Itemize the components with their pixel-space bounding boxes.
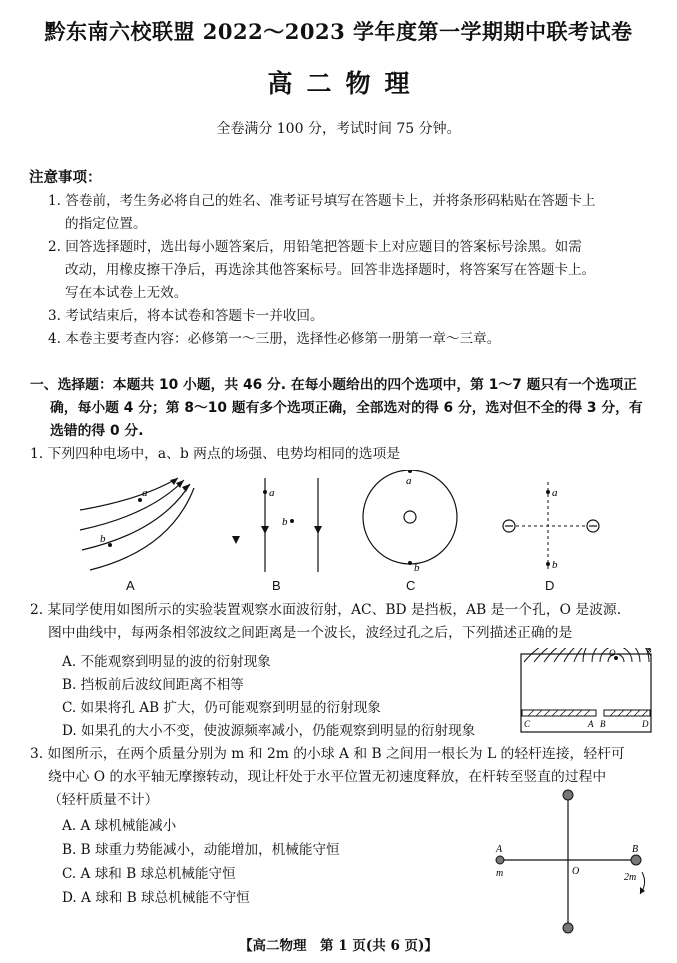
- q3-ball-b: [631, 855, 641, 865]
- q3-stem-line: 3. 如图所示，在两个质量分别为 m 和 2m 的小球 A 和 B 之间用一根长为 L 的轻杆连接，轻杆可: [30, 746, 625, 762]
- q2-option-c: C. 如果将孔 AB 扩大，仍可能观察到明显的衍射现象: [62, 700, 381, 716]
- q2-option-a: A. 不能观察到明显的波的衍射现象: [62, 654, 271, 670]
- q3-stem-line: 绕中心 O 的水平轴无摩擦转动，现让杆处于水平位置无初速度释放，在杆转至竖直的过程中: [48, 769, 607, 785]
- q1-stem: 1. 下列四种电场中，a、b 两点的场强、电势均相同的选项是: [30, 446, 401, 462]
- notice-line: 写在本试卷上无效。: [65, 285, 188, 301]
- q1-b-label-b: b: [282, 516, 288, 528]
- q2-stem-line: 图中曲线中，每两条相邻波纹之间距离是一个波长，波经过孔之后，下列描述正确的是: [48, 625, 573, 641]
- q1-b-point-a: [263, 490, 267, 494]
- page-footer: 【高二物理 第 1 页(共 6 页)】: [239, 938, 438, 954]
- notice-line: 改动，用橡皮擦干净后，再选涂其他答案标号。回答非选择题时，将答案写在答题卡上。: [65, 262, 596, 278]
- q1-c-label-b: b: [414, 562, 420, 574]
- exam-meta: 全卷满分 100 分，考试时间 75 分钟。: [216, 121, 461, 137]
- q2-label-o: O: [609, 648, 616, 658]
- q1-field-a: [80, 478, 194, 570]
- q3-stem-line: （轻杆质量不计）: [48, 792, 159, 808]
- subject-title: 高二物理: [267, 69, 424, 98]
- q2-stem-line: 2. 某同学使用如图所示的实验装置观察水面波衍射，AC、BD 是挡板，AB 是一个孔，O 是波源.: [30, 602, 622, 618]
- q1-a-label-b: b: [100, 533, 106, 545]
- q3-label-b: B: [632, 844, 639, 855]
- q2-wavefronts: [524, 648, 651, 662]
- notice-list: [48, 190, 650, 351]
- notice-line: 4. 本卷主要考查内容：必修第一～三册，选择性必修第一册第一章～三章。: [48, 331, 501, 347]
- q1-c-label-a: a: [406, 475, 412, 487]
- q1-d-label-a: a: [552, 487, 558, 499]
- section-line: 一、选择题：本题共 10 小题，共 46 分. 在每小题给出的四个选项中，第 1～7 题只有一个选项正: [30, 377, 637, 393]
- q1-c-point-b: [408, 561, 412, 565]
- notice-line: 3. 考试结束后，将本试卷和答题卡一并收回。: [48, 308, 324, 324]
- q2-option-b: B. 挡板前后波纹间距离不相等: [62, 677, 244, 693]
- q1-figure: [60, 470, 640, 575]
- section-instructions: [30, 374, 655, 443]
- notice-line: 2. 回答选择题时，选出每小题答案后，用铅笔把答题卡上对应题目的答案标号涂黑。如需: [48, 239, 582, 255]
- q1-c-center: [404, 511, 416, 523]
- q3-top-ball: [563, 790, 573, 800]
- q1-label-d: D: [545, 578, 555, 593]
- section-line: 确，每小题 4 分；第 8～10 题有多个选项正确，全部选对的得 6 分，选对但不全的得 3 分，有: [50, 400, 643, 416]
- q1-b-arrow: [314, 526, 322, 534]
- q1-label-b: B: [272, 578, 281, 593]
- q3-ball-a: [496, 856, 504, 864]
- exam-title: 黔东南六校联盟 2022～2023 学年度第一学期期中联考试卷: [44, 19, 633, 44]
- q1-d-label-b: b: [552, 559, 558, 571]
- q3-option-d: D. A 球和 B 球总机械能不守恒: [62, 890, 250, 906]
- q2-label-b: B: [600, 719, 606, 729]
- q3-bottom-ball: [563, 923, 573, 933]
- q2-label-c: C: [524, 719, 531, 729]
- q2-label-a: A: [588, 719, 594, 729]
- q1-c-point-a: [408, 470, 412, 473]
- q1-label-c: C: [406, 578, 416, 593]
- q3-option-b: B. B 球重力势能减小，动能增加，机械能守恒: [62, 842, 340, 858]
- q2-label-d: D: [642, 719, 649, 729]
- q3-label-o: O: [572, 866, 580, 877]
- q1-label-a: A: [126, 578, 135, 593]
- q3-label-a: A: [496, 844, 503, 855]
- q1-b-point-b: [290, 519, 294, 523]
- q3-option-a: A. A 球机械能减小: [62, 818, 177, 834]
- q1-a-label-a: a: [142, 487, 148, 499]
- notice-heading: 注意事项：: [29, 170, 102, 186]
- q3-label-2m: 2m: [624, 872, 637, 883]
- q1-b-label-a: a: [269, 487, 275, 499]
- notice-line: 1. 答卷前，考生务必将自己的姓名、准考证号填写在答题卡上，并将条形码粘贴在答题卡上: [48, 193, 596, 209]
- q3-label-m: m: [496, 868, 504, 879]
- q1-b-arrow: [232, 536, 240, 544]
- section-line: 选错的得 0 分.: [50, 423, 144, 439]
- q2-option-d: D. 如果孔的大小不变，使波源频率减小，仍能观察到明显的衍射现象: [62, 723, 476, 739]
- notice-line: 的指定位置。: [65, 216, 147, 232]
- q1-d-point-b: [546, 562, 550, 566]
- q3-option-c: C. A 球和 B 球总机械能守恒: [62, 866, 236, 882]
- q2-figure: [520, 648, 654, 736]
- q1-d-point-a: [546, 490, 550, 494]
- q1-b-arrow: [261, 526, 269, 534]
- q1-a-point-b: [108, 543, 112, 547]
- q3-figure: [490, 788, 650, 936]
